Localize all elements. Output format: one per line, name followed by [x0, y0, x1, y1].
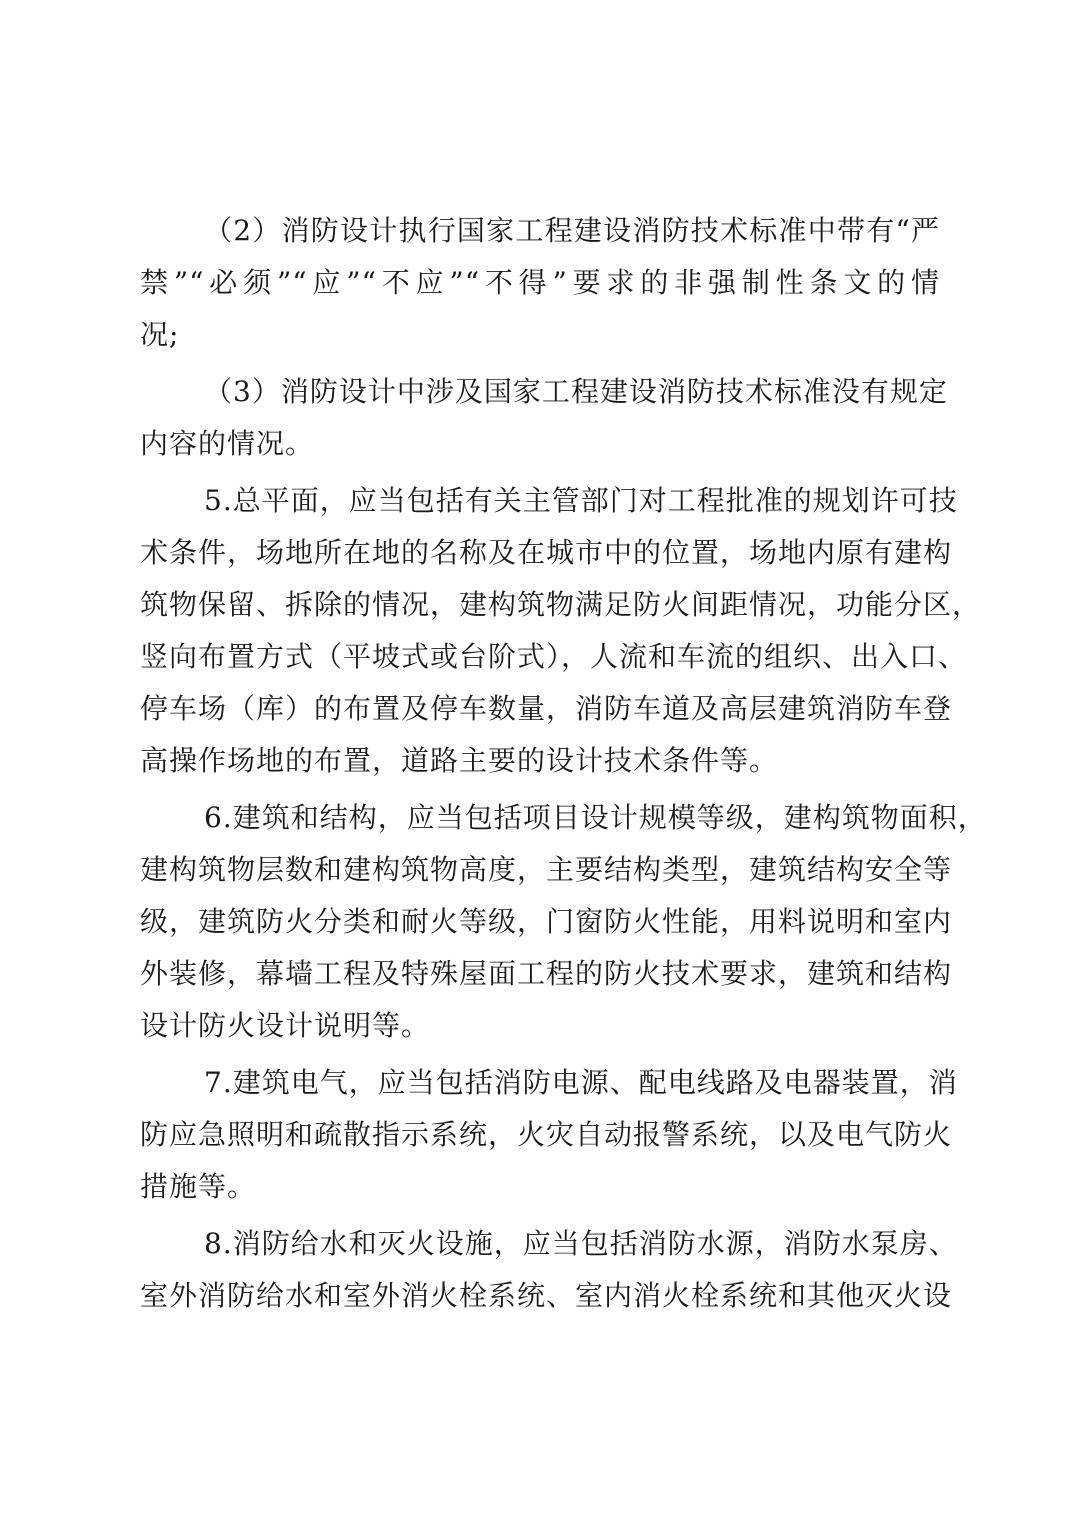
text-line: 内容的情况。	[140, 427, 315, 460]
paragraph-2	[140, 205, 940, 361]
text-line: 室外消防给水和室外消火栓系统、室内消火栓系统和其他灭火设	[140, 1279, 953, 1312]
text-line: 5.总平面，应当包括有关主管部门对工程批准的规划许可技	[204, 484, 958, 517]
text-line: 外装修，幕墙工程及特殊屋面工程的防火技术要求，建筑和结构	[140, 957, 953, 990]
text-line: 措施等。	[140, 1170, 257, 1203]
text-line: 况;	[140, 318, 180, 351]
text-line: 高操作场地的布置，道路主要的设计技术条件等。	[140, 744, 779, 777]
text-line: 8.消防给水和灭火设施，应当包括消防水源，消防水泵房、	[204, 1227, 958, 1260]
text-line: 竖向布置方式（平坡式或台阶式），人流和车流的组织、出入口、	[140, 640, 968, 673]
text-line: 防应急照明和疏散指示系统，火灾自动报警系统，以及电气防火	[140, 1118, 953, 1151]
text-line: 筑物保留、拆除的情况，建构筑物满足防火间距情况，功能分区，	[140, 588, 982, 621]
text-line: 停车场（库）的布置及停车数量，消防车道及高层建筑消防车登	[140, 692, 953, 725]
text-line: （3）消防设计中涉及国家工程建设消防技术标准没有规定	[204, 375, 948, 408]
text-line: 级，建筑防火分类和耐火等级，门窗防火性能，用料说明和室内	[140, 905, 953, 938]
paragraph-6	[140, 792, 987, 1052]
text-line: 禁”“必须”“应”“不应”“不得”要求的非强制性条文的情	[140, 266, 940, 299]
text-line: 7.建筑电气，应当包括消防电源、配电线路及电器装置，消	[204, 1066, 958, 1099]
text-line: （2）消防设计执行国家工程建设消防技术标准中带有“严	[204, 214, 940, 247]
text-line: 6.建筑和结构，应当包括项目设计规模等级，建构筑物面积，	[204, 801, 987, 834]
document-body	[140, 205, 987, 1322]
paragraph-5	[140, 475, 982, 787]
paragraph-8	[140, 1218, 958, 1322]
paragraph-3	[140, 366, 948, 470]
text-line: 设计防火设计说明等。	[140, 1009, 431, 1042]
paragraph-7	[140, 1057, 958, 1213]
text-line: 建构筑物层数和建构筑物高度，主要结构类型，建筑结构安全等	[140, 853, 953, 886]
text-line: 术条件，场地所在地的名称及在城市中的位置，场地内原有建构	[140, 536, 953, 569]
